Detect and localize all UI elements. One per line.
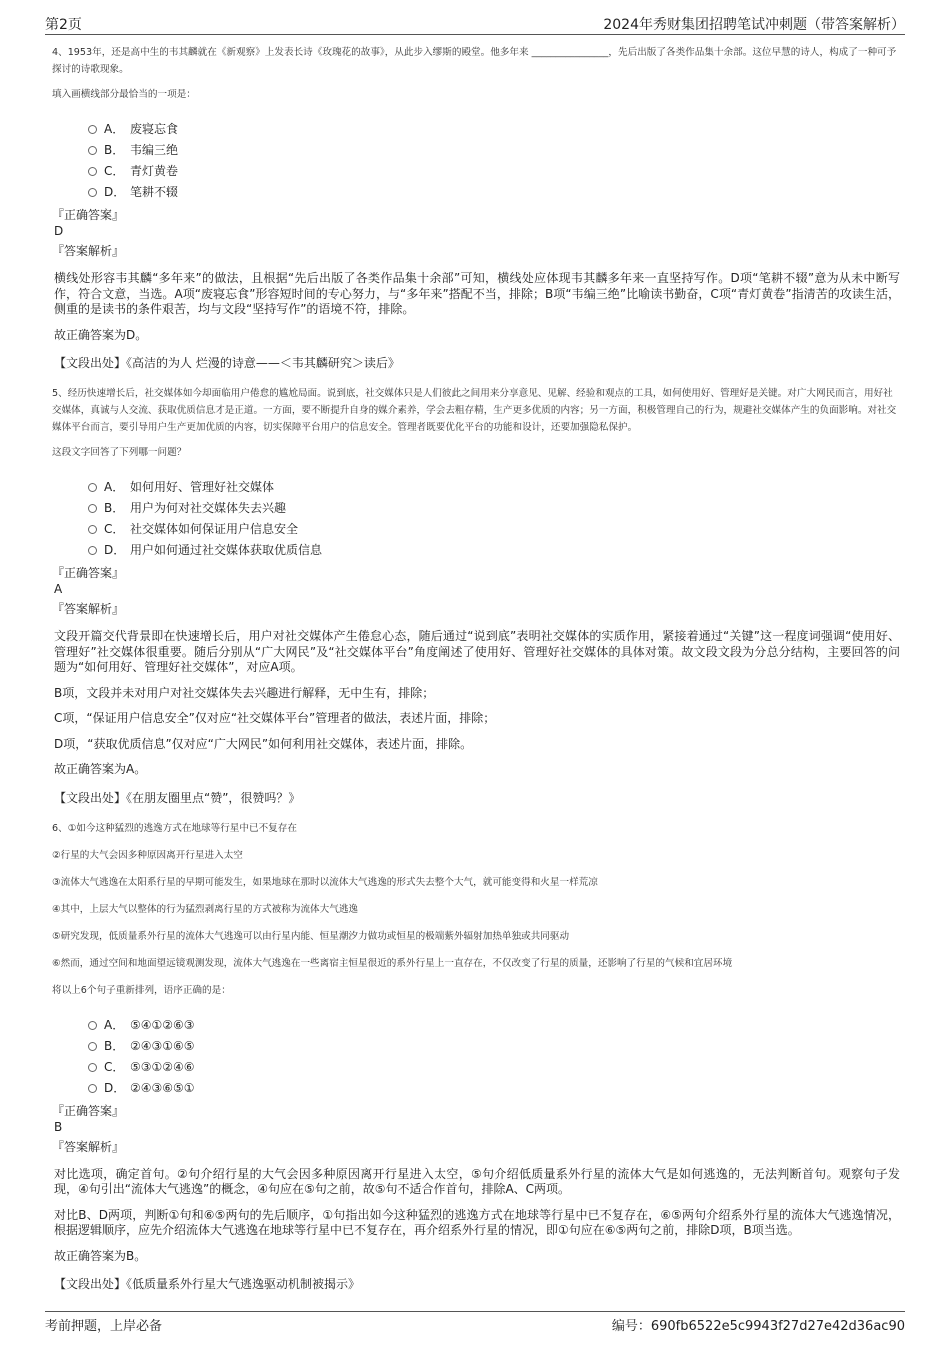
radio-icon[interactable] xyxy=(88,125,97,134)
sentence-4: ④其中，上层大气以整体的行为猛烈剥离行星的方式被称为流体大气逃逸 xyxy=(52,903,359,915)
question-prompt: 填入画横线部分最恰当的一项是： xyxy=(52,89,196,100)
question-6 xyxy=(52,820,900,1293)
analysis-label: 『答案解析』 xyxy=(52,602,125,616)
option-d[interactable]: D． 用户如何通过社交媒体获取优质信息 xyxy=(88,540,900,561)
option-c[interactable]: C． 青灯黄卷 xyxy=(88,161,900,182)
sentence-6: ⑥然而，通过空间和地面望远镜观测发现，流体大气逃逸在一些离宿主恒星很近的系外行星上一直存在，不仅改变了行星的质量，还影响了行星的气候和宜居环境 xyxy=(52,957,733,969)
option-b[interactable]: B． 用户为何对社交媒体失去兴趣 xyxy=(88,498,900,519)
analysis-paragraph: 文段开篇交代背景即在快速增长后，用户对社交媒体产生倦怠心态，随后通过“说到底”表明社交媒体的实质作用，紧接着通过“关键”这一程度词强调“使用好、管理好”社交媒体很重要。随后分别从“广大网民”及“社交媒体平台”角度阐述了使用好、管理好社交媒体的具体对策。故文段文段为分总分结构，主要回答的问题为“如何用好、管理好社交媒体”，对应A项。 xyxy=(54,629,900,674)
option-b[interactable]: B． ②④③①⑥⑤ xyxy=(88,1036,900,1057)
analysis-paragraph: B项，文段并未对用户对社交媒体失去兴趣进行解释，无中生有，排除； xyxy=(54,685,435,700)
analysis-paragraph: 对比B、D两项，判断①句和⑥⑤两句的先后顺序，①句指出如今这种猛烈的逃逸方式在地球等行星中已不复存在，⑥⑤两句介绍系外行星的流体大气逃逸情况，根据逻辑顺序，应先介绍流体大气逃逸在地球等行星中已不复存在，再介绍系外行星的情况，即①句应在⑥⑤两句之前，排除D项，B项当选。 xyxy=(54,1207,900,1237)
question-4 xyxy=(52,44,900,371)
correct-answer: B xyxy=(54,1119,63,1134)
question-5 xyxy=(52,385,900,806)
option-d[interactable]: D． 笔耕不辍 xyxy=(88,182,900,203)
source-citation: 【文段出处】《在朋友圈里点“赞”，很赞吗？》 xyxy=(54,790,301,805)
document-body xyxy=(52,44,900,1306)
page-number: 第2页 xyxy=(45,17,82,33)
footer-slogan: 考前押题，上岸必备 xyxy=(45,1319,163,1334)
radio-icon[interactable] xyxy=(88,546,97,555)
page-header xyxy=(45,12,905,35)
option-b[interactable]: B． 韦编三绝 xyxy=(88,140,900,161)
question-prompt: 将以上6个句子重新排列，语序正确的是： xyxy=(52,984,231,996)
analysis-conclusion: 故正确答案为B。 xyxy=(54,1248,147,1263)
option-a[interactable]: A． 废寝忘食 xyxy=(88,119,900,140)
option-d[interactable]: D． ②④③⑥⑤① xyxy=(88,1078,900,1099)
sentence-3: ③流体大气逃逸在太阳系行星的早期可能发生，如果地球在那时以流体大气逃逸的形式失去整个大气，就可能变得和火星一样荒凉 xyxy=(52,876,598,888)
radio-icon[interactable] xyxy=(88,483,97,492)
correct-answer: D xyxy=(54,224,64,238)
document-serial: 编号：690fb6522e5c9943f27d27e42d36ac90 xyxy=(611,1319,905,1334)
analysis-paragraph: C项，“保证用户信息安全”仅对应“社交媒体平台”管理者的做法，表述片面，排除； xyxy=(54,711,496,725)
analysis-conclusion: 故正确答案为A。 xyxy=(54,762,147,776)
analysis-paragraph: D项，“获取优质信息”仅对应“广大网民”如何利用社交媒体，表述片面，排除。 xyxy=(54,736,473,751)
source-citation: 【文段出处】《高洁的为人 烂漫的诗意——＜韦其麟研究＞读后》 xyxy=(54,356,400,370)
option-list xyxy=(88,477,900,561)
radio-icon[interactable] xyxy=(88,188,97,197)
analysis-label: 『答案解析』 xyxy=(52,1139,125,1154)
radio-icon[interactable] xyxy=(88,167,97,176)
correct-answer-label: 『正确答案』 xyxy=(52,566,125,580)
correct-answer: A xyxy=(54,582,63,596)
sentence-5: ⑤研究发现，低质量系外行星的流体大气逃逸可以由行星内能、恒星潮汐力做功或恒星的极端紫外辐射加热单独或共同驱动 xyxy=(52,930,570,942)
option-list xyxy=(88,119,900,203)
question-stem: 4、1953年，还是高中生的韦其麟就在《新观察》上发表长诗《玫瑰花的故事》，从此步入缪斯的殿堂。他多年来 ________________，先后出版了各类作品集十余部。这位早慧的诗人，构成了一种可予探讨的诗歌现象。 xyxy=(52,47,897,75)
radio-icon[interactable] xyxy=(88,1042,97,1051)
radio-icon[interactable] xyxy=(88,146,97,155)
option-c[interactable]: C． 社交媒体如何保证用户信息安全 xyxy=(88,519,900,540)
correct-answer-label: 『正确答案』 xyxy=(52,1103,125,1118)
option-a[interactable]: A． 如何用好、管理好社交媒体 xyxy=(88,477,900,498)
option-a[interactable]: A． ⑤④①②⑥③ xyxy=(88,1015,900,1036)
correct-answer-label: 『正确答案』 xyxy=(52,208,125,222)
question-stem: 5、经历快速增长后，社交媒体如今却面临用户倦怠的尴尬局面。说到底，社交媒体只是人们彼此之间用来分享意见、见解、经验和观点的工具，如何使用好、管理好是关键。对广大网民而言，用好社交媒体，真诚与人交流、获取优质信息才是正道。一方面，要不断提升自身的媒介素养，学会去粗存精，生产更多优质的内容；另一方面，积极管理自己的行为，规避社交媒体产生的负面影响。对社交媒体平台而言，要引导用户生产更加优质的内容，切实保障平台用户的信息安全。管理者既要优化平台的功能和设计，还要加强隐私保护。 xyxy=(52,388,897,433)
analysis-conclusion: 故正确答案为D。 xyxy=(54,327,148,342)
document-title: 2024年秀财集团招聘笔试冲刺题（带答案解析） xyxy=(603,17,905,33)
radio-icon[interactable] xyxy=(88,1021,97,1030)
option-list xyxy=(88,1015,900,1099)
sentence-2: ②行星的大气会因多种原因离开行星进入太空 xyxy=(52,849,243,861)
radio-icon[interactable] xyxy=(88,504,97,513)
sentence-1: 6、①如今这种猛烈的逃逸方式在地球等行星中已不复存在 xyxy=(52,822,297,834)
source-citation: 【文段出处】《低质量系外行星大气逃逸驱动机制被揭示》 xyxy=(54,1277,361,1291)
option-c[interactable]: C． ⑤③①②④⑥ xyxy=(88,1057,900,1078)
radio-icon[interactable] xyxy=(88,525,97,534)
radio-icon[interactable] xyxy=(88,1063,97,1072)
question-prompt: 这段文字回答了下列哪一问题？ xyxy=(52,447,187,458)
analysis-paragraph: 对比选项，确定首句。②句介绍行星的大气会因多种原因离开行星进入太空，⑤句介绍低质量系外行星的流体大气是如何逃逸的，无法判断首句。观察句子发现，④句引出“流体大气逃逸”的概念，④句应在⑤句之前，故⑤句不适合作首句，排除A、C两项。 xyxy=(54,1166,900,1196)
analysis-paragraph: 横线处形容韦其麟“多年来”的做法，且根据“先后出版了各类作品集十余部”可知，横线处应体现韦其麟多年来一直坚持写作。D项“笔耕不辍”意为从未中断写作，符合文意，当选。A项“废寝忘食”形容短时间的专心努力，与“多年来”搭配不当，排除；B项“韦编三绝”比喻读书勤奋，C项“青灯黄卷”指清苦的攻读生活，侧重的是读书的条件艰苦，均与文段“坚持写作”的语境不符，排除。 xyxy=(54,271,900,316)
analysis-label: 『答案解析』 xyxy=(52,244,125,258)
page-footer xyxy=(45,1311,905,1334)
radio-icon[interactable] xyxy=(88,1084,97,1093)
